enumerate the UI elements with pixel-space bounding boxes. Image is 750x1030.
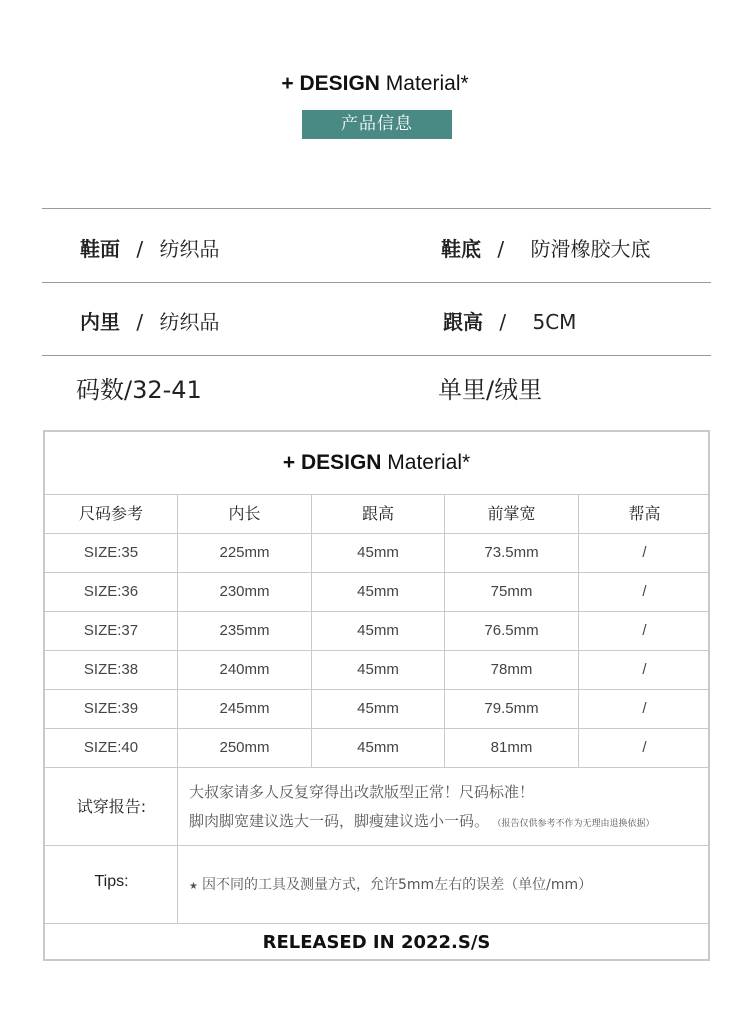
- heel-cell: 45mm: [357, 583, 399, 600]
- size-cell: SIZE:37: [83, 622, 139, 639]
- forefoot-cell: 76.5mm: [484, 622, 539, 639]
- upper-attribute: 鞋面 / 纺织品: [80, 237, 220, 261]
- col-header-heel: 跟高: [361, 504, 394, 523]
- size-range: 码数/32-41: [76, 376, 202, 404]
- forefoot-cell: 73.5mm: [484, 544, 539, 561]
- product-info-badge: 产品信息: [302, 110, 452, 139]
- size-cell: SIZE:38: [83, 661, 139, 678]
- brand-title: [0, 72, 750, 96]
- heel-cell: 45mm: [357, 622, 399, 639]
- tips-label: Tips:: [94, 873, 129, 890]
- shaft-cell: /: [642, 739, 647, 756]
- heel-cell: 45mm: [357, 700, 399, 717]
- forefoot-cell: 78mm: [490, 661, 533, 678]
- shaft-cell: /: [642, 583, 647, 600]
- shaft-cell: /: [642, 544, 647, 561]
- heel-cell: 45mm: [357, 739, 399, 756]
- shaft-cell: /: [642, 700, 647, 717]
- brand-plus: +: [281, 72, 294, 95]
- col-header-forefoot: 前掌宽: [487, 504, 536, 523]
- divider-mid: [42, 282, 711, 283]
- heel-cell: 45mm: [357, 661, 399, 678]
- report-line-1: 大叔家请多人反复穿得出改款版型正常！尺码标准！: [189, 783, 535, 801]
- star-icon: ★: [189, 881, 198, 892]
- length-cell: 240mm: [219, 661, 270, 678]
- grid-line: [45, 845, 708, 846]
- report-note: （报告仅供参考不作为无理由退换依据）: [497, 819, 655, 829]
- heel-cell: 45mm: [357, 544, 399, 561]
- size-cell: SIZE:40: [83, 739, 139, 756]
- size-table: [43, 430, 710, 961]
- forefoot-cell: 75mm: [490, 583, 533, 600]
- brand-rest: Material*: [385, 72, 469, 95]
- length-cell: 250mm: [219, 739, 270, 756]
- divider-top: [42, 208, 711, 209]
- grid-line: [45, 767, 708, 768]
- divider-bottom: [42, 355, 711, 356]
- table-title: + DESIGN Material*: [282, 451, 471, 474]
- col-header-shaft: 帮高: [628, 504, 661, 523]
- shaft-cell: /: [642, 661, 647, 678]
- size-cell: SIZE:39: [83, 700, 139, 717]
- col-header-size: 尺码参考: [78, 504, 143, 523]
- lining-type: 单里/绒里: [438, 376, 543, 404]
- forefoot-cell: 81mm: [490, 739, 533, 756]
- report-line-2: 脚肉脚宽建议选大一码，脚瘦建议选小一码。 （报告仅供参考不作为无理由退换依据）: [189, 812, 655, 830]
- length-cell: 230mm: [219, 583, 270, 600]
- sole-attribute: 鞋底 / 防滑橡胶大底: [441, 237, 651, 261]
- size-cell: SIZE:35: [83, 544, 139, 561]
- heel-attribute: 跟高 / 5CM: [443, 310, 577, 334]
- length-cell: 225mm: [219, 544, 270, 561]
- lining-attribute: 内里 / 纺织品: [80, 310, 220, 334]
- length-cell: 235mm: [219, 622, 270, 639]
- release-text: RELEASED IN 2022.S/S: [262, 932, 491, 953]
- brand-bold: DESIGN: [299, 72, 380, 95]
- col-header-length: 内长: [228, 504, 261, 523]
- shaft-cell: /: [642, 622, 647, 639]
- length-cell: 245mm: [219, 700, 270, 717]
- report-label: 试穿报告:: [76, 797, 147, 816]
- size-cell: SIZE:36: [83, 583, 139, 600]
- grid-line: [45, 923, 708, 924]
- tips-text: ★ 因不同的工具及测量方式，允许5mm左右的误差（单位/mm）: [189, 877, 593, 893]
- forefoot-cell: 79.5mm: [484, 700, 539, 717]
